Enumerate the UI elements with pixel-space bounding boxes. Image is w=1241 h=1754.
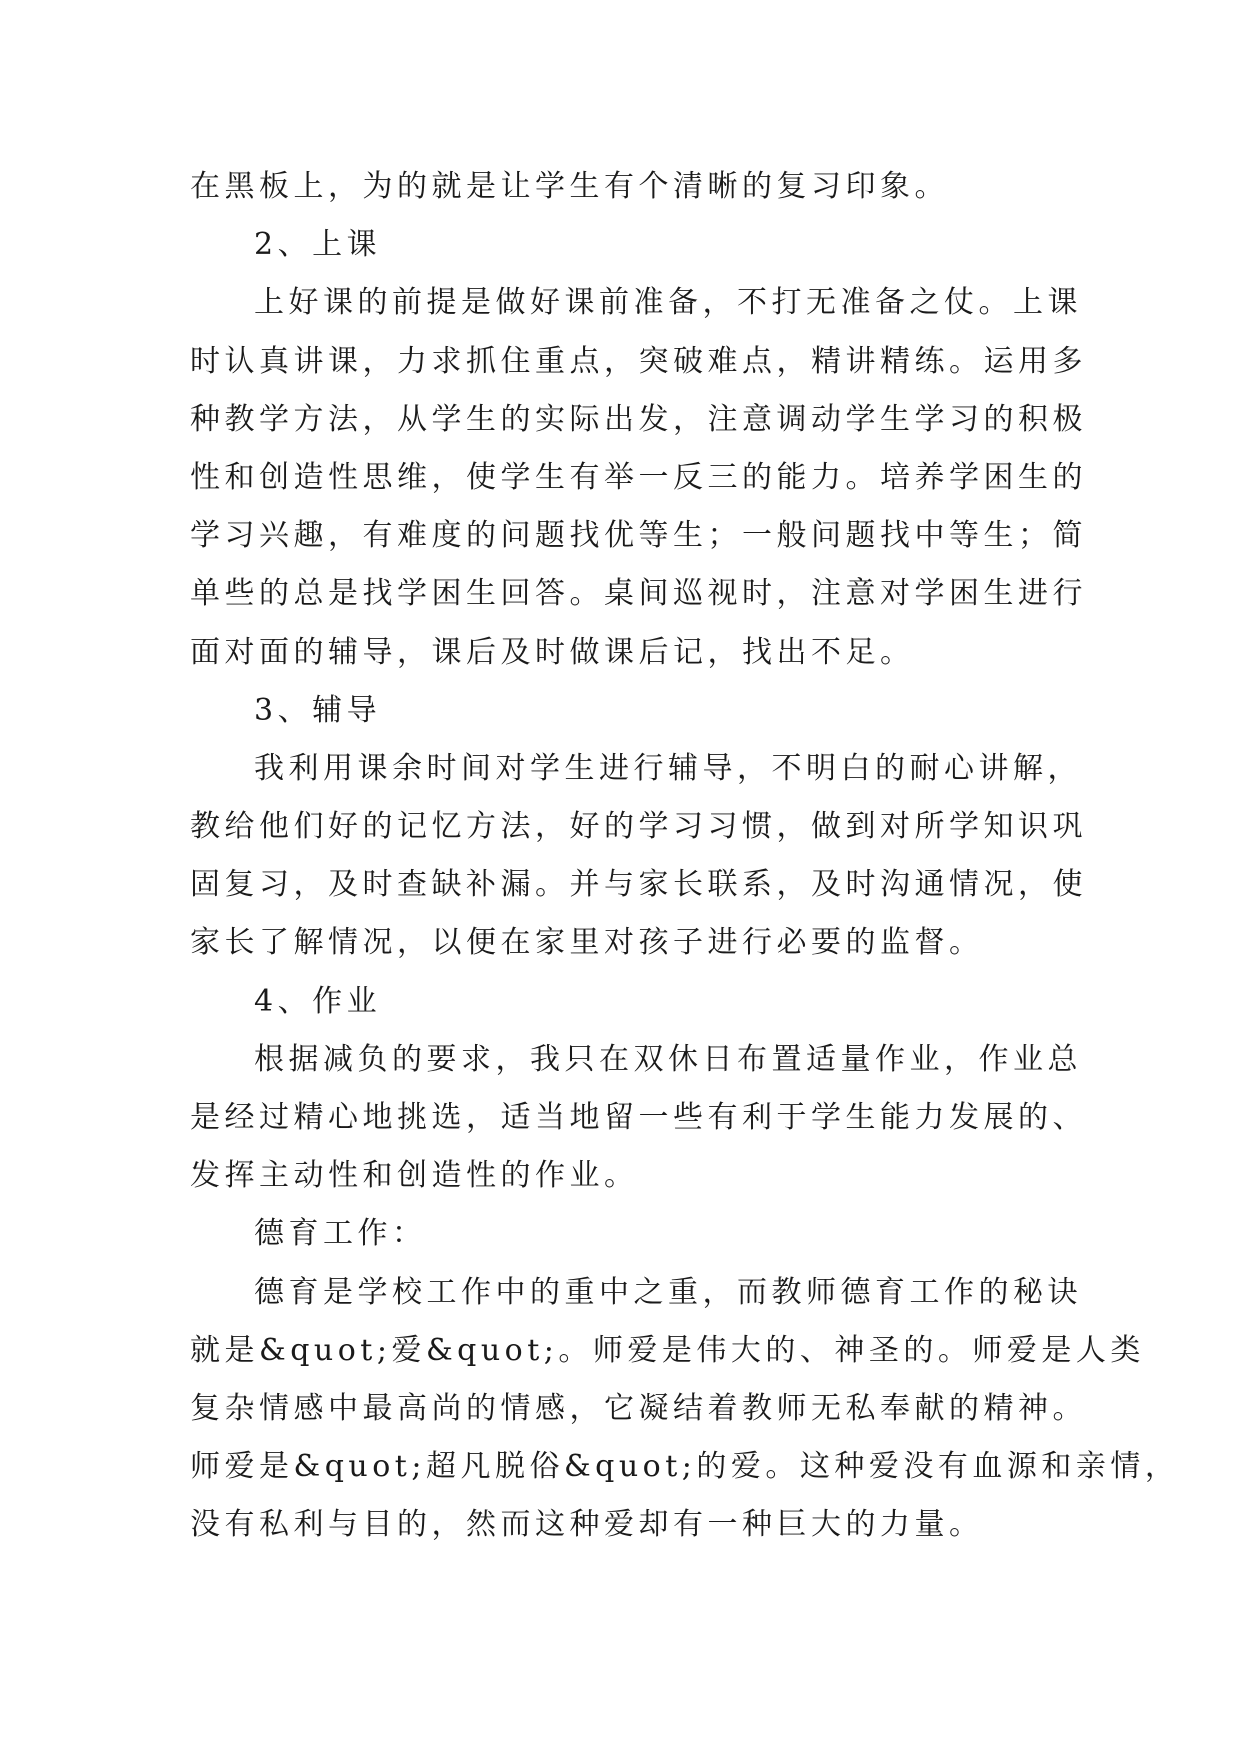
text-line: 4、作业 <box>254 983 382 1019</box>
text-line: 就是&quot;爱&quot;。师爱是伟大的、神圣的。师爱是人类 <box>190 1332 1145 1368</box>
text-line: 没有私利与目的，然而这种爱却有一种巨大的力量。 <box>190 1507 984 1543</box>
text-line: 2、上课 <box>254 227 382 263</box>
text-line: 上好课的前提是做好课前准备，不打无准备之仗。上课 <box>254 285 1082 321</box>
text-line: 家长了解情况，以便在家里对孩子进行必要的监督。 <box>190 925 984 961</box>
text-line: 单些的总是找学困生回答。桌间巡视时，注意对学困生进行 <box>190 576 1087 612</box>
text-line: 3、辅导 <box>254 692 382 728</box>
text-line: 时认真讲课，力求抓住重点，突破难点，精讲精练。运用多 <box>190 343 1087 379</box>
text-line: 根据减负的要求，我只在双休日布置适量作业，作业总 <box>254 1041 1082 1077</box>
text-line: 我利用课余时间对学生进行辅导，不明白的耐心讲解， <box>254 750 1082 786</box>
text-line: 复杂情感中最高尚的情感，它凝结着教师无私奉献的精神。 <box>190 1390 1087 1426</box>
text-line: 师爱是&quot;超凡脱俗&quot;的爱。这种爱没有血源和亲情， <box>190 1449 1180 1485</box>
text-line: 是经过精心地挑选，适当地留一些有利于学生能力发展的、 <box>190 1100 1087 1135</box>
text-line: 德育工作： <box>254 1216 427 1252</box>
text-line: 在黑板上，为的就是让学生有个清晰的复习印象。 <box>190 169 949 204</box>
text-line: 种教学方法，从学生的实际出发，注意调动学生学习的积极 <box>190 401 1087 437</box>
text-line: 性和创造性思维，使学生有举一反三的能力。培养学困生的 <box>190 459 1087 495</box>
text-line: 教给他们好的记忆方法，好的学习习惯，做到对所学知识巩 <box>190 809 1087 845</box>
text-line: 固复习，及时查缺补漏。并与家长联系，及时沟通情况，使 <box>190 867 1087 903</box>
document-body <box>190 158 1180 1555</box>
text-line: 学习兴趣，有难度的问题找优等生；一般问题找中等生；简 <box>190 518 1087 554</box>
text-line: 面对面的辅导，课后及时做课后记，找出不足。 <box>190 634 915 670</box>
text-line: 德育是学校工作中的重中之重，而教师德育工作的秘诀 <box>254 1274 1082 1310</box>
text-line: 发挥主动性和创造性的作业。 <box>190 1158 639 1194</box>
